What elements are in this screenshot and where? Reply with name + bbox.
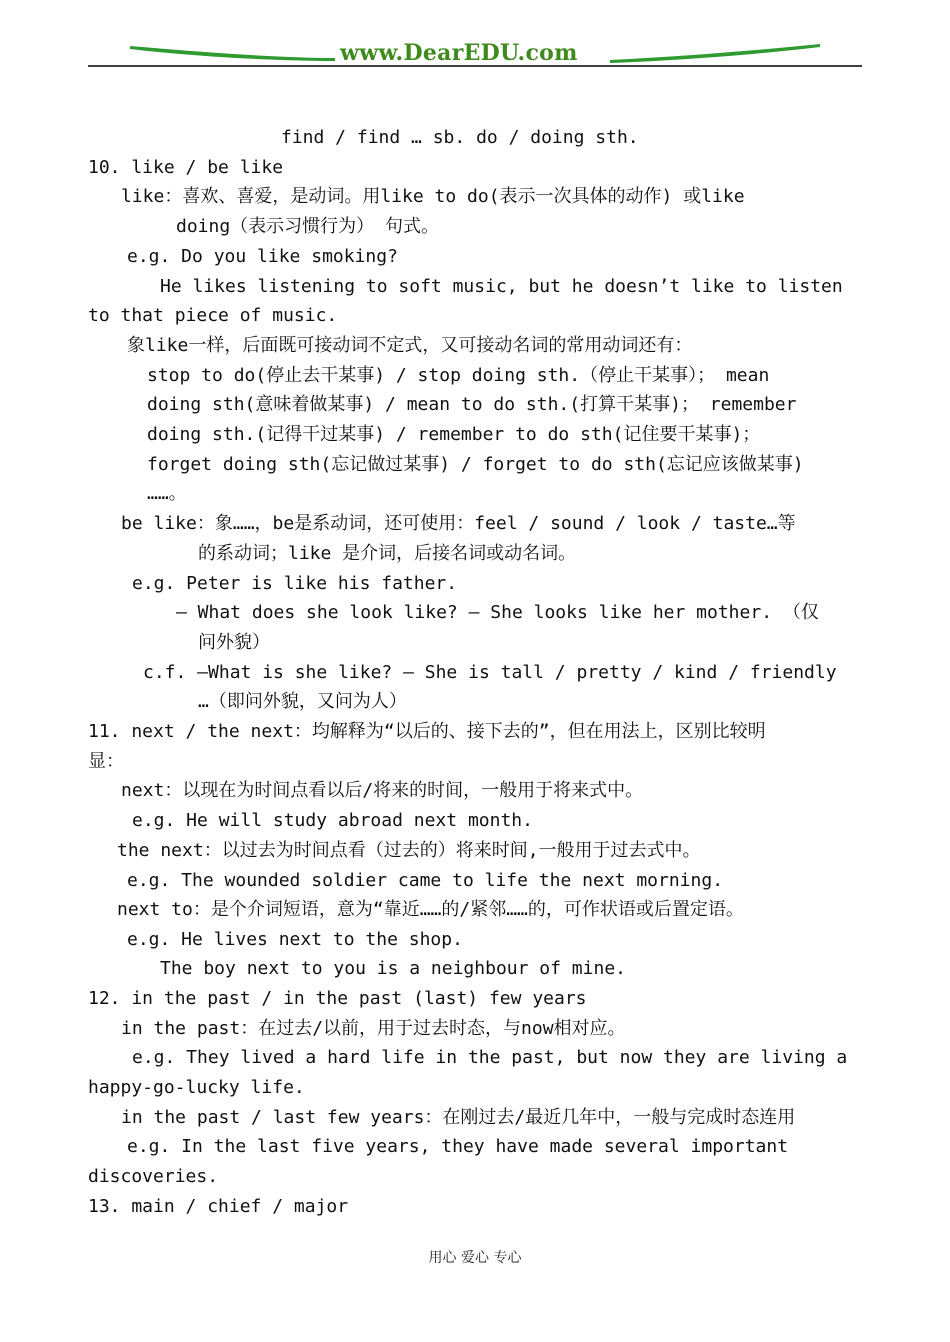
page-header [0,0,950,80]
text-line: 显： [88,751,124,772]
text-line: — What does she look like? — She looks like her mother. （仅 [176,602,819,623]
text-line: like：喜欢、喜爱，是动词。用like to do(表示一次具体的动作) 或like [121,186,745,207]
text-line: stop to do(停止去干某事) / stop doing sth.（停止干某事）； mean [147,365,770,386]
text-line: c.f. —What is she like? — She is tall / pretty / kind / friendly [143,662,837,683]
text-line: next：以现在为时间点看以后/将来的时间，一般用于将来式中。 [121,780,644,801]
text-line: 问外貌） [198,632,270,653]
text-line: e.g. Do you like smoking? [127,246,398,267]
text-line: 13. main / chief / major [88,1196,349,1217]
text-line: He likes listening to soft music, but he doesn’t like to listen [160,276,843,297]
text-line: e.g. In the last five years, they have made several important [127,1136,789,1157]
text-line: find / find … sb. do / doing sth. [281,127,639,148]
text-line: in the past / last few years：在刚过去/最近几年中，一般与完成时态连用 [121,1107,796,1128]
text-line: ……。 [147,483,187,504]
text-line: 11. next / the next：均解释为“以后的、接下去的”，但在用法上，区别比较明 [88,721,766,742]
text-line: e.g. Peter is like his father. [132,573,458,594]
text-line: the next：以过去为时间点看（过去的）将来时间,一般用于过去式中。 [117,840,701,861]
text-line: …（即问外貌，又问为人） [198,691,407,712]
text-line: to that piece of music. [88,305,338,326]
text-line: doing sth.(记得干过某事) / remember to do sth(记住要干某事)； [147,424,761,445]
text-line: e.g. They lived a hard life in the past, but now they are living a [132,1047,848,1068]
text-line: next to：是个介词短语，意为“靠近……的/紧邻……的，可作状语或后置定语。 [117,899,744,920]
text-line: The boy next to you is a neighbour of mine. [160,958,626,979]
page-footer: 用心 爱心 专心 [428,1250,522,1266]
site-logo[interactable]: www.DearEDU.com [340,40,578,66]
text-line: e.g. He lives next to the shop. [127,929,463,950]
text-line: 象like一样，后面既可接动词不定式，又可接动名词的常用动词还有： [127,335,693,356]
text-line: forget doing sth(忘记做过某事) / forget to do sth(忘记应该做某事) [147,454,804,475]
text-line: discoveries. [88,1166,219,1187]
text-line: be like：象……，be是系动词，还可使用：feel / sound / look / taste…等 [121,513,796,534]
text-line: e.g. The wounded soldier came to life the next morning. [127,870,724,891]
text-line: 的系动词；like 是介词，后接名词或动名词。 [198,543,577,564]
text-line: doing sth(意味着做某事) / mean to do sth.(打算干某事)； remember [147,394,797,415]
text-line: 10. like / be like [88,157,284,178]
text-line: 12. in the past / in the past (last) few years [88,988,587,1009]
text-line: e.g. He will study abroad next month. [132,810,533,831]
text-line: happy-go-lucky life. [88,1077,305,1098]
text-line: doing（表示习惯行为） 句式。 [176,216,440,237]
text-line: in the past：在过去/以前，用于过去时态，与now相对应。 [121,1018,626,1039]
